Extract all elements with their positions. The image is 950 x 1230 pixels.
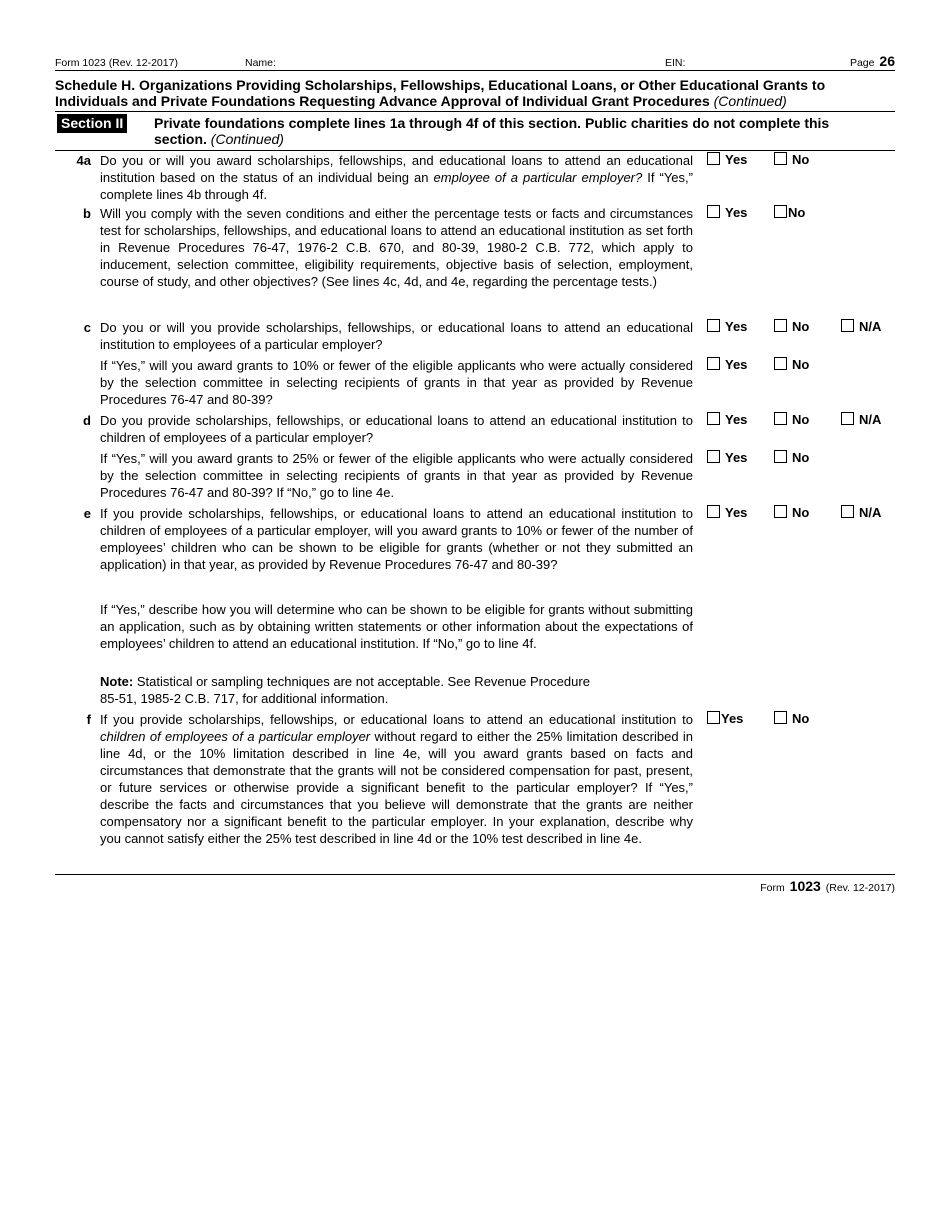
- yes-label: Yes: [725, 205, 748, 220]
- checkbox-box[interactable]: [707, 319, 720, 332]
- question-4f: [55, 711, 895, 871]
- q4e-na-checkbox[interactable]: [841, 505, 881, 520]
- question-4a-text: [100, 152, 693, 203]
- no-label: No: [792, 711, 810, 726]
- checkbox-box[interactable]: [774, 152, 787, 165]
- question-text: If “Yes,” complete lines 4b through 4f.: [100, 170, 693, 202]
- note-text: [100, 673, 693, 707]
- question-text: without regard to either the 25% limitation described in line 4d, or the 10% limitation described in line 4e, will you award grants based on facts and circumstances that demonstrate that the grants will not be considered compensation for past, present, or future services or otherwise provide a significant benefit to the particular employer? If “Yes,” describe the facts and circumstances that you believe will demonstrate that the grants are neither compensatory nor a significant benefit to the particular employer. In your explanation, describe why you cannot satisfy either the 25% test described in line 4d or the 10% test described in line 4e.: [100, 729, 693, 846]
- question-4b: [55, 205, 895, 319]
- na-label: N/A: [859, 319, 882, 334]
- q4f-yes-checkbox[interactable]: [707, 711, 743, 726]
- schedule-title: [55, 71, 895, 111]
- q4c-followup-yes-checkbox[interactable]: [707, 357, 747, 372]
- section-tag: Section II: [57, 114, 127, 133]
- checkbox-box[interactable]: [774, 205, 787, 218]
- name-label: Name:: [245, 57, 276, 69]
- note-line-1: Statistical or sampling techniques are not acceptable. See Revenue Procedure: [133, 674, 590, 689]
- question-4d-followup-text: If “Yes,” will you award grants to 25% or fewer of the eligible applicants who were actually considered by the selection committee in selecting recipients of grants in that year as provided by Revenue Procedures 76-47 and 80-39? If “No,” go to line 4e.: [100, 451, 693, 500]
- schedule-title-continued: (Continued): [713, 93, 787, 109]
- question-4d: [55, 412, 895, 450]
- question-4c-text: Do you or will you provide scholarships, fellowships, or educational loans to attend an educational institution to employees of a particular employer?: [100, 320, 693, 352]
- question-text-italic: employee of a particular employer?: [433, 170, 643, 185]
- checkbox-box[interactable]: [774, 357, 787, 370]
- schedule-title-text: Schedule H. Organizations Providing Scholarships, Fellowships, Educational Loans, or Other Educational Grants to Individuals and Private Foundations Requesting Advance Approval of Individual Grant Procedures: [55, 77, 826, 109]
- question-4f-text: [100, 711, 693, 847]
- question-4e-note: [55, 673, 895, 711]
- page-label: Page: [849, 57, 875, 69]
- section-continued: (Continued): [210, 131, 284, 147]
- question-4e: [55, 505, 895, 601]
- yes-label: Yes: [725, 152, 748, 167]
- no-label: No: [792, 450, 810, 465]
- checkbox-box[interactable]: [774, 450, 787, 463]
- checkbox-box[interactable]: [707, 450, 720, 463]
- checkbox-box[interactable]: [707, 205, 720, 218]
- yes-label: Yes: [725, 505, 748, 520]
- checkbox-box[interactable]: [841, 412, 854, 425]
- q4c-na-checkbox[interactable]: [841, 319, 881, 334]
- form-id: Form 1023 (Rev. 12-2017): [55, 57, 178, 69]
- q4d-yes-checkbox[interactable]: [707, 412, 747, 427]
- question-4e-text: If you provide scholarships, fellowships, or educational loans to attend an educational institution to children of employees of a particular employer, will you award grants to 10% or fewer of the number of employees’ children who can be shown to be eligible for grants (whether or not they submitted an application) in that year, as provided by Revenue Procedures 76-47 and 80-39?: [100, 506, 693, 572]
- q4f-no-checkbox[interactable]: [774, 711, 809, 726]
- q4c-yes-checkbox[interactable]: [707, 319, 747, 334]
- question-4d-text: Do you provide scholarships, fellowships, or educational loans to attend an educational institution to children of employees of a particular employer?: [100, 413, 693, 445]
- ein-label: EIN:: [665, 57, 686, 69]
- checkbox-box[interactable]: [707, 711, 720, 724]
- question-4c: [55, 319, 895, 357]
- section-header: [55, 112, 895, 150]
- footer-form-number: 1023: [789, 878, 821, 894]
- question-4d-followup: [55, 450, 895, 505]
- question-number: f: [86, 712, 91, 727]
- no-label: No: [792, 505, 810, 520]
- question-4e-followup: [55, 601, 895, 673]
- page-footer: [55, 874, 895, 894]
- question-4b-text: Will you comply with the seven conditions and either the percentage tests or facts and circumstances test for scholarships, fellowships, and educational loans to attend an educational institution as set forth in Revenue Procedures 76-47, 1976-2 C.B. 670, and 80-39, 1980-2 C.B. 772, which apply to inducement, selection committee, eligibility requirements, objective basis of selection, employment, course of study, and other objectives? (See lines 4c, 4d, and 4e, regarding the percentage tests.): [100, 206, 693, 289]
- na-label: N/A: [859, 505, 882, 520]
- question-text-italic: children of employees of a particular employer: [100, 729, 371, 744]
- footer-form-label: Form: [760, 882, 785, 894]
- q4e-yes-checkbox[interactable]: [707, 505, 747, 520]
- checkbox-box[interactable]: [774, 505, 787, 518]
- page-number-block: [850, 53, 895, 69]
- question-number: e: [83, 506, 91, 521]
- no-label: No: [792, 412, 810, 427]
- q4e-no-checkbox[interactable]: [774, 505, 809, 520]
- section-instructions-text: Private foundations complete lines 1a through 4f of this section. Public charities do not complete this section.: [154, 115, 830, 147]
- footer-form-id: [760, 878, 895, 894]
- question-text: Do you or will you award scholarships, fellowships, and educational loans to attend an educational institution based on the status of an individual being an: [100, 153, 693, 185]
- question-number: 4a: [76, 153, 91, 168]
- yes-label: Yes: [725, 450, 748, 465]
- footer-revision: (Rev. 12-2017): [825, 882, 895, 894]
- q4d-followup-yes-checkbox[interactable]: [707, 450, 747, 465]
- q4c-no-checkbox[interactable]: [774, 319, 809, 334]
- q4b-no-checkbox[interactable]: [774, 205, 805, 220]
- question-4a: [55, 152, 895, 205]
- yes-label: Yes: [725, 319, 748, 334]
- no-label: No: [792, 357, 810, 372]
- checkbox-box[interactable]: [841, 505, 854, 518]
- section-instructions: [154, 115, 884, 147]
- page-header: [55, 52, 895, 70]
- checkbox-box[interactable]: [774, 412, 787, 425]
- checkbox-box[interactable]: [707, 152, 720, 165]
- question-text: If you provide scholarships, fellowships, or educational loans to attend an educational institution to: [100, 712, 693, 727]
- q4d-followup-no-checkbox[interactable]: [774, 450, 809, 465]
- q4d-no-checkbox[interactable]: [774, 412, 809, 427]
- question-number: b: [83, 206, 91, 221]
- form-page: [55, 52, 895, 871]
- question-4c-followup-text: If “Yes,” will you award grants to 10% or fewer of the eligible applicants who were actually considered by the selection committee in selecting recipients of grants in that year as provided by Revenue Procedures 76-47 and 80-39?: [100, 358, 693, 407]
- checkbox-box[interactable]: [841, 319, 854, 332]
- yes-label: Yes: [725, 412, 748, 427]
- note-line-2: 85-51, 1985-2 C.B. 717, for additional information.: [100, 691, 389, 706]
- no-label: No: [792, 152, 810, 167]
- checkbox-box[interactable]: [707, 412, 720, 425]
- checkbox-box[interactable]: [774, 711, 787, 724]
- na-label: N/A: [859, 412, 882, 427]
- yes-label: Yes: [725, 357, 748, 372]
- checkbox-box[interactable]: [707, 505, 720, 518]
- no-label: No: [788, 205, 806, 220]
- q4d-na-checkbox[interactable]: [841, 412, 881, 427]
- q4b-yes-checkbox[interactable]: [707, 205, 747, 220]
- yes-label: Yes: [721, 711, 744, 726]
- checkbox-box[interactable]: [707, 357, 720, 370]
- question-4e-followup-text: If “Yes,” describe how you will determine who can be shown to be eligible for grants without submitting an application, such as by obtaining written statements or other information about the expectations of employees’ children to attend an educational institution. If “No,” go to line 4f.: [100, 602, 693, 651]
- section-rule: [55, 150, 895, 151]
- question-4c-followup: [55, 357, 895, 412]
- q4a-yes-checkbox[interactable]: [707, 152, 747, 167]
- no-label: No: [792, 319, 810, 334]
- page-number: 26: [879, 53, 895, 69]
- q4a-no-checkbox[interactable]: [774, 152, 809, 167]
- q4c-followup-no-checkbox[interactable]: [774, 357, 809, 372]
- question-number: c: [83, 320, 91, 335]
- note-label: Note:: [100, 674, 134, 689]
- question-number: d: [83, 413, 91, 428]
- checkbox-box[interactable]: [774, 319, 787, 332]
